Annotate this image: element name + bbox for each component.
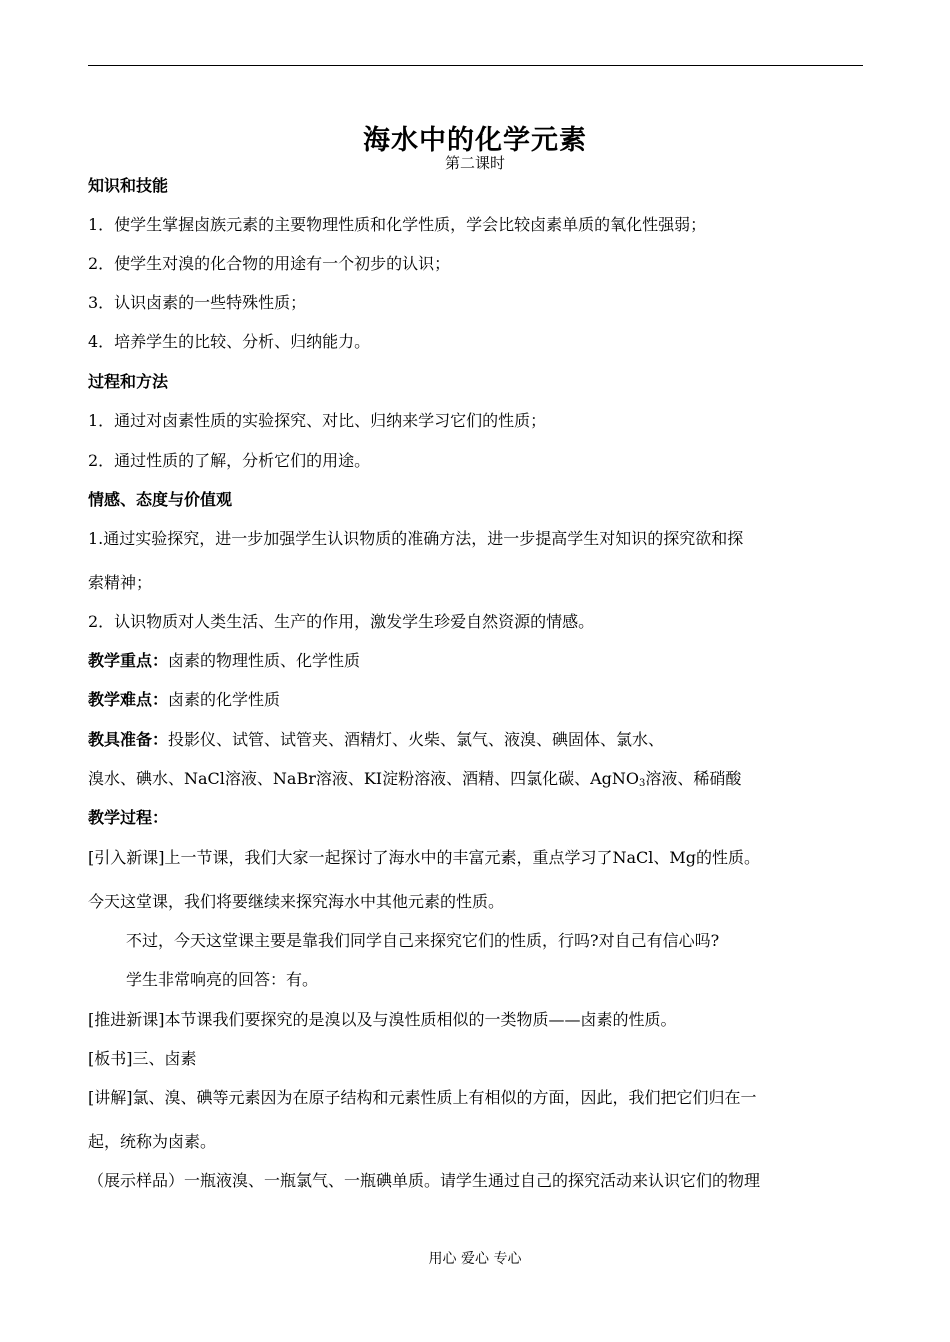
body-line-2: 今天这堂课，我们将要继续来探究海水中其他元素的性质。 bbox=[88, 892, 505, 911]
teaching-process-label: 教学过程： bbox=[88, 808, 169, 827]
body-line-8: 起，统称为卤素。 bbox=[88, 1132, 217, 1151]
equipment-subscript: 3 bbox=[639, 778, 646, 789]
body-line-5: [推进新课]本节课我们要探究的是溴以及与溴性质相似的一类物质——卤素的性质。 bbox=[88, 1010, 677, 1029]
knowledge-item-4: 4．培养学生的比较、分析、归纳能力。 bbox=[88, 332, 371, 351]
key-point-line bbox=[88, 650, 868, 672]
difficulty-text: 卤素的化学性质 bbox=[168, 690, 281, 709]
section-heading-emotion: 情感、态度与价值观 bbox=[88, 490, 233, 509]
equipment-text-2b: 溶液、稀硝酸 bbox=[645, 769, 742, 788]
difficulty-label: 教学难点： bbox=[88, 690, 169, 709]
body-line-3: 不过，今天这堂课主要是靠我们同学自己来探究它们的性质，行吗?对自己有信心吗? bbox=[126, 931, 720, 950]
body-line-4: 学生非常响亮的回答：有。 bbox=[126, 970, 319, 989]
header-rule bbox=[88, 65, 863, 66]
knowledge-item-1: 1．使学生掌握卤族元素的主要物理性质和化学性质，学会比较卤素单质的氧化性强弱； bbox=[88, 215, 707, 234]
emotion-item-1: 1.通过实验探究，进一步加强学生认识物质的准确方法，进一步提高学生对知识的探究欲和探 bbox=[88, 529, 744, 548]
body-line-9: （展示样品）一瓶液溴、一瓶氯气、一瓶碘单质。请学生通过自己的探究活动来认识它们的物理 bbox=[88, 1171, 761, 1190]
equipment-label: 教具准备： bbox=[88, 730, 169, 749]
key-point-text: 卤素的物理性质、化学性质 bbox=[168, 651, 361, 670]
knowledge-item-3: 3．认识卤素的一些特殊性质； bbox=[88, 293, 307, 312]
difficulty-line bbox=[88, 689, 868, 711]
section-heading-process: 过程和方法 bbox=[88, 372, 169, 391]
knowledge-item-2: 2．使学生对溴的化合物的用途有一个初步的认识； bbox=[88, 254, 451, 273]
body-line-1: [引入新课]上一节课，我们大家一起探讨了海水中的丰富元素，重点学习了NaCl、Mg的性质。 bbox=[88, 848, 761, 867]
page-footer: 用心 爱心 专心 bbox=[428, 1251, 522, 1267]
document-subtitle: 第二课时 bbox=[444, 154, 505, 172]
process-item-1: 1．通过对卤素性质的实验探究、对比、归纳来学习它们的性质； bbox=[88, 411, 547, 430]
equipment-text-2a: 溴水、碘水、NaCl溶液、NaBr溶液、KI淀粉溶液、酒精、四氯化碳、AgNO bbox=[88, 769, 640, 788]
equipment-line-2 bbox=[88, 768, 868, 795]
equipment-text-1: 投影仪、试管、试管夹、酒精灯、火柴、氯气、液溴、碘固体、氯水、 bbox=[168, 730, 665, 749]
document-title: 海水中的化学元素 bbox=[363, 125, 587, 156]
emotion-item-2: 2．认识物质对人类生活、生产的作用，激发学生珍爱自然资源的情感。 bbox=[88, 612, 595, 631]
section-heading-knowledge: 知识和技能 bbox=[88, 176, 169, 195]
emotion-item-1-cont: 索精神； bbox=[88, 573, 153, 592]
process-item-2: 2．通过性质的了解，分析它们的用途。 bbox=[88, 451, 371, 470]
body-line-6: [板书]三、卤素 bbox=[88, 1049, 197, 1068]
body-line-7: [讲解]氯、溴、碘等元素因为在原子结构和元素性质上有相似的方面，因此，我们把它们归在一 bbox=[88, 1088, 757, 1107]
equipment-line-1 bbox=[88, 729, 868, 751]
key-point-label: 教学重点： bbox=[88, 651, 169, 670]
